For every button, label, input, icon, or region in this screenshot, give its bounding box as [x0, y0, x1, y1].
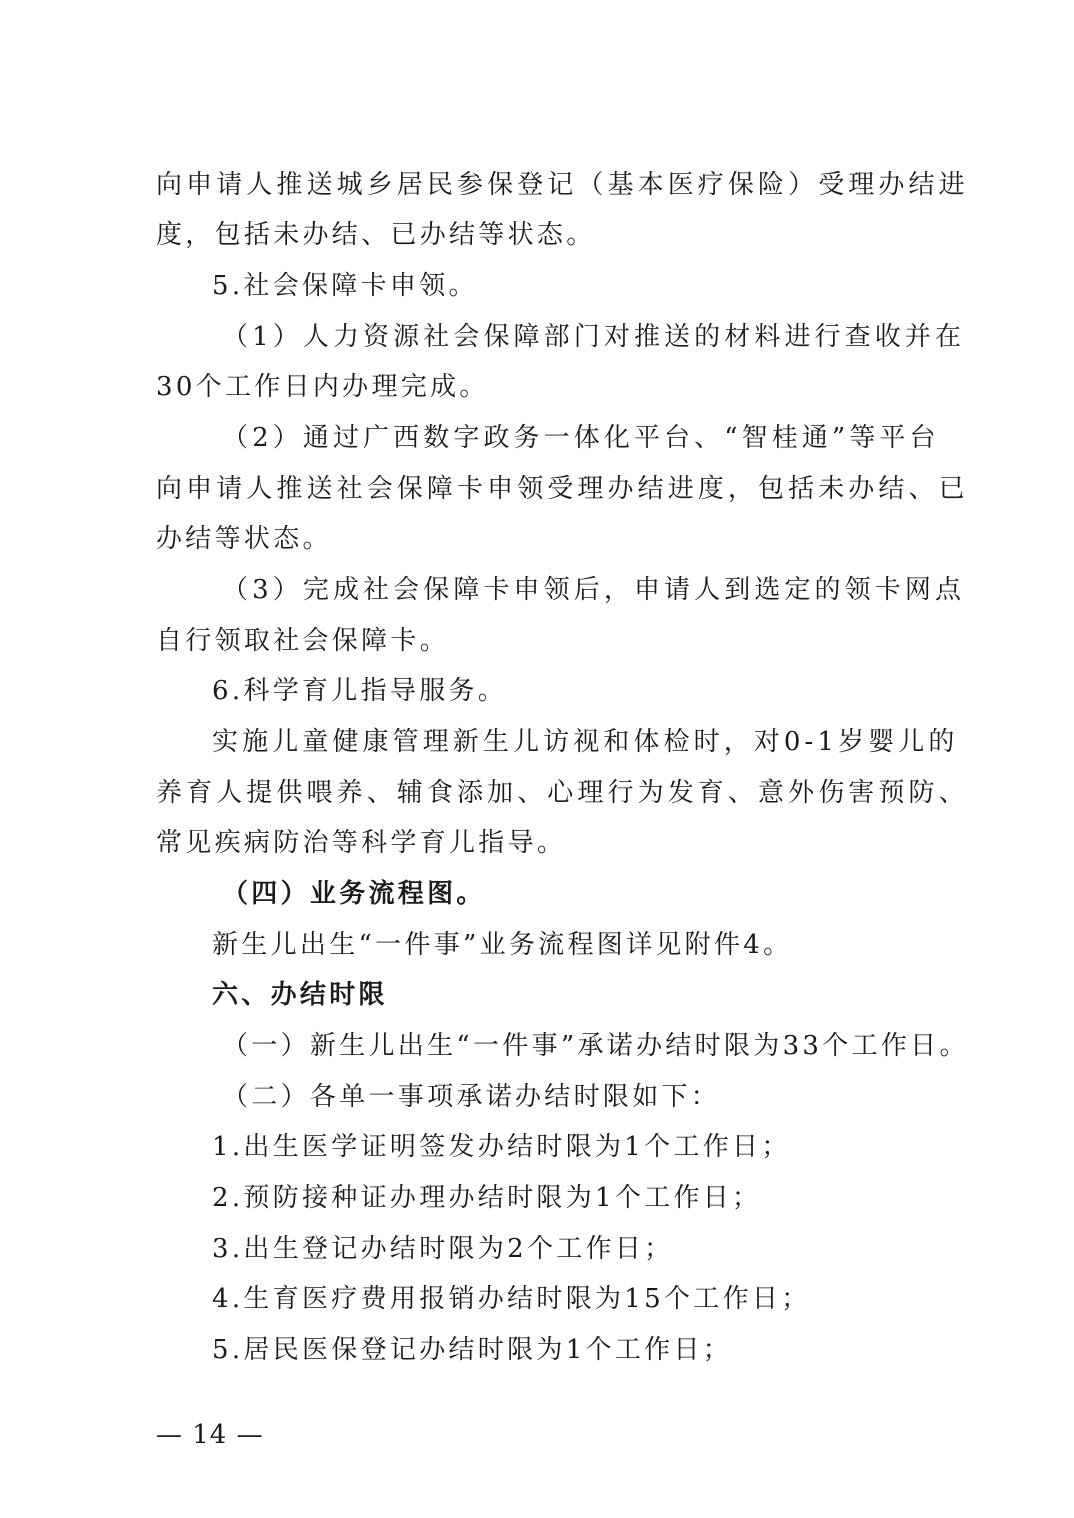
list-item: 2.预防接种证办理办结时限为1个工作日； — [212, 1183, 762, 1213]
paragraph-line: 养育人提供喂养、辅食添加、心理行为发育、意外伤害预防、 — [156, 778, 969, 808]
list-item: 3.出生登记办结时限为2个工作日； — [212, 1234, 674, 1264]
paragraph-line: （2）通过广西数字政务一体化平台、“智桂通”等平台 — [222, 423, 940, 453]
section-heading: 六、办结时限 — [212, 980, 388, 1010]
list-item: 5.居民医保登记办结时限为1个工作日； — [212, 1335, 733, 1365]
paragraph-line: 常见疾病防治等科学育儿指导。 — [156, 828, 567, 858]
subsection-heading: （四）业务流程图。 — [222, 879, 486, 909]
paragraph-line: 30个工作日内办理完成。 — [156, 372, 489, 402]
paragraph-line: 办结等状态。 — [156, 524, 332, 554]
paragraph-line: （二）各单一事项承诺办结时限如下： — [222, 1082, 721, 1112]
paragraph-line: 向申请人推送社会保障卡申领受理办结进度，包括未办结、已 — [156, 474, 969, 504]
page-number: — 14 — — [156, 1420, 264, 1450]
section-item-5: 5.社会保障卡申领。 — [212, 271, 478, 301]
paragraph-line: 新生儿出生“一件事”业务流程图详见附件4。 — [212, 930, 793, 960]
paragraph-line: 向申请人推送城乡居民参保登记（基本医疗保险）受理办结进 — [156, 170, 969, 200]
list-item: 1.出生医学证明签发办结时限为1个工作日； — [212, 1132, 791, 1162]
paragraph-line: （1）人力资源社会保障部门对推送的材料进行查收并在 — [222, 322, 966, 352]
paragraph-line: 实施儿童健康管理新生儿访视和体检时，对0-1岁婴儿的 — [212, 727, 959, 757]
paragraph-line: 自行领取社会保障卡。 — [156, 626, 450, 656]
list-item: 4.生育医疗费用报销办结时限为15个工作日； — [212, 1284, 811, 1314]
paragraph-line: 度，包括未办结、已办结等状态。 — [156, 220, 596, 250]
section-item-6: 6.科学育儿指导服务。 — [212, 676, 508, 706]
paragraph-line: （一）新生儿出生“一件事”承诺办结时限为33个工作日。 — [222, 1031, 969, 1061]
paragraph-line: （3）完成社会保障卡申领后，申请人到选定的领卡网点 — [222, 575, 966, 605]
